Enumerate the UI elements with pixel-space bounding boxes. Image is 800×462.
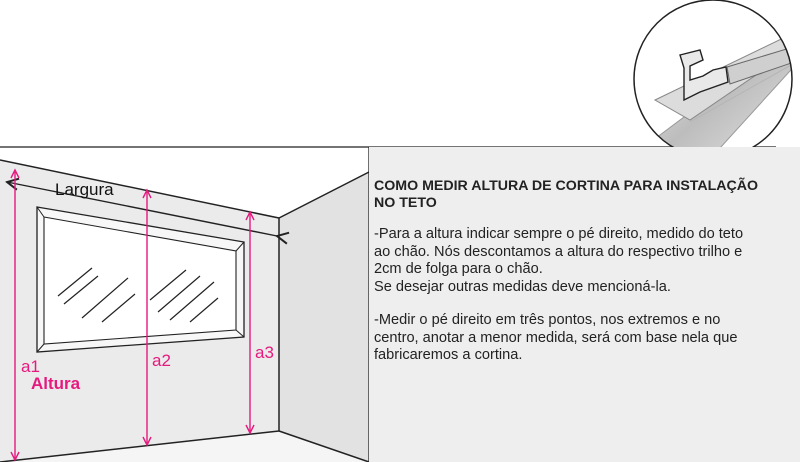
paragraph-instructions: -Para a altura indicar sempre o pé direito, medido do teto ao chão. Nós descontamos a altura do respectivo trilho e 2cm de folga para o chão. Se desejar outras medidas deve mencioná-la.: [374, 226, 744, 295]
height-label-a3: a3: [255, 343, 274, 362]
height-title: Altura: [31, 374, 81, 393]
width-label: Largura: [55, 180, 114, 199]
height-label-a2: a2: [152, 351, 171, 370]
rail-detail-magnifier: [634, 0, 800, 170]
height-label-a1: a1: [21, 357, 40, 376]
right-wall: [279, 172, 369, 462]
info-panel: [369, 147, 800, 462]
info-title: COMO MEDIR ALTURA DE CORTINA PARA INSTALAÇÃO NO TETO: [374, 178, 759, 211]
paragraph-measure-points: -Medir o pé direito em três pontos, nos extremos e no centro, anotar a menor medida, será com base nela que fabricaremos a cortina.: [374, 312, 738, 364]
